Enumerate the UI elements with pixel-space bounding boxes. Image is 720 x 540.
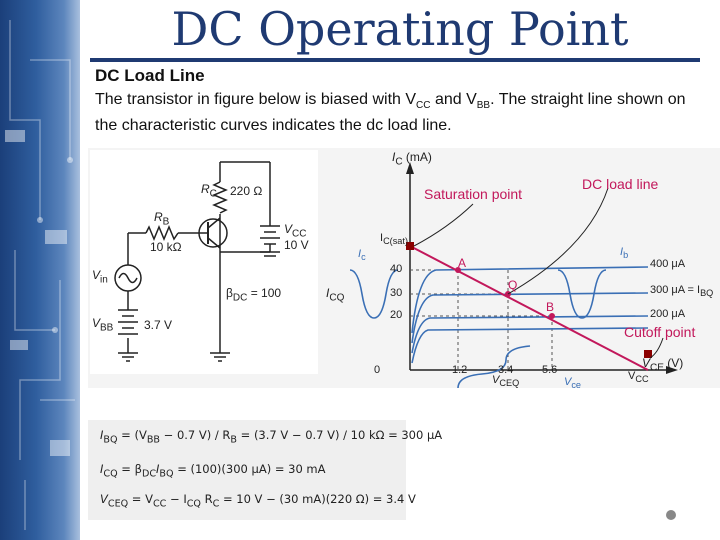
ic-sat-label: $I_{C(sat)}$ bbox=[380, 232, 408, 247]
x-tick-1-2: 1.2 bbox=[452, 364, 468, 376]
icq-label: $I_{CQ}$ bbox=[326, 286, 345, 304]
vcc-name-label: $V_{CC}$ bbox=[284, 222, 307, 240]
decorative-sidebar bbox=[0, 0, 80, 540]
vin-label: $V_{in}$ bbox=[92, 268, 108, 286]
para-text-3: . The straight line shown on the characteristic curves indicates the dc load line. bbox=[95, 91, 686, 135]
ic-signal-label: $I_c$ bbox=[358, 248, 366, 263]
point-b-label: B bbox=[546, 300, 555, 314]
figure-panel bbox=[88, 148, 720, 391]
section-heading: DC Load Line bbox=[95, 66, 205, 85]
y-tick-40: 40 bbox=[390, 263, 403, 275]
ib-curve-200: 200 μA bbox=[650, 308, 686, 320]
title-underline bbox=[90, 58, 700, 62]
equation-ibq: $I_{BQ} = (V_{BB} - 0.7$ $V) / R_B = (3.7$ V − 0.7 V) / 10 kΩ = 300 μA bbox=[100, 428, 443, 446]
ac-source bbox=[115, 265, 141, 291]
rc-name-label: $R_C$ bbox=[201, 182, 217, 200]
para-sub-1: CC bbox=[416, 100, 431, 112]
saturation-point-label: Saturation point bbox=[424, 186, 523, 202]
equation-vceq: $V_{CEQ} = V_{CC} - I_{CQ}$ $R_C = 10$ V − (30 mA)(220 Ω) = 3.4 V bbox=[100, 492, 416, 510]
x-tick-5-6: 5.6 bbox=[542, 364, 558, 376]
vce-signal-label: $V_{ce}$ bbox=[564, 376, 582, 391]
equations-panel bbox=[88, 420, 443, 520]
point-a-label: A bbox=[458, 256, 467, 270]
cutoff-point-label: Cutoff point bbox=[624, 324, 696, 340]
rb-name-label: $R_B$ bbox=[154, 210, 170, 228]
x-tick-3-4: 3.4 bbox=[498, 364, 514, 376]
equation-icq: $I_{CQ} = \beta_{DC}I_{BQ} = (100)(300$ μA) = 30 mA bbox=[100, 462, 326, 480]
y-axis-label: $I_C$ (mA) bbox=[392, 150, 432, 168]
x-axis-label: $V_{CE}$ (V) bbox=[642, 356, 684, 374]
y-tick-20: 20 bbox=[390, 309, 403, 321]
circuit-board-pattern bbox=[0, 0, 80, 540]
rb-value-label: 10 kΩ bbox=[150, 240, 182, 254]
vcc-value-label: 10 V bbox=[284, 238, 309, 252]
rc-value-label: 220 Ω bbox=[230, 184, 263, 198]
ib-signal-label: $I_b$ bbox=[620, 246, 629, 261]
ib-curve-400: 400 μA bbox=[650, 258, 686, 270]
point-q-label: Q bbox=[508, 278, 518, 292]
vceq-label: $V_{CEQ}$ bbox=[492, 374, 520, 389]
beta-label: $\beta_{DC} = 100$ bbox=[226, 286, 282, 304]
y-tick-30: 30 bbox=[390, 287, 403, 299]
slide-nav-dot[interactable] bbox=[666, 510, 676, 520]
para-text-1: The transistor in figure below is biased with V bbox=[95, 91, 417, 108]
vcc-annotation-label: $V_{CC}$ bbox=[628, 370, 649, 385]
vbb-value-label: 3.7 V bbox=[144, 318, 173, 332]
slide-title: DC Operating Point bbox=[171, 2, 629, 56]
x-tick-0: 0 bbox=[374, 364, 381, 376]
para-sub-2: BB bbox=[476, 100, 491, 112]
vbb-name-label: $V_{BB}$ bbox=[92, 316, 114, 334]
dc-load-line-label: DC load line bbox=[582, 176, 659, 192]
para-text-2: and V bbox=[430, 91, 477, 108]
ib-curve-300: 300 $\mu A = I_{BQ}$ bbox=[650, 284, 714, 299]
description-paragraph bbox=[95, 90, 710, 136]
